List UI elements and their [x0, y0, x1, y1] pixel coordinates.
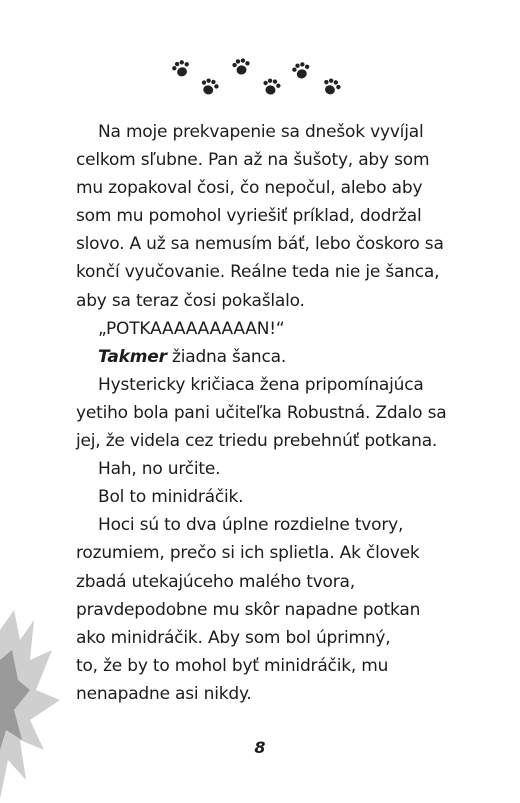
ink-splash-decoration: [0, 600, 80, 799]
paw-print-icon: [228, 54, 253, 79]
text-line: jej, že videla cez triedu prebehnúť potkana.: [76, 431, 438, 452]
emphasized-word: Takmer: [98, 346, 167, 367]
text-line: Na moje prekvapenie sa dnešok vyvíjal: [98, 122, 424, 142]
text-line: zbadá utekajúceho malého tvora,: [76, 571, 355, 592]
text-line: aby sa teraz čosi pokašlalo.: [76, 290, 305, 311]
paw-print-icon: [258, 74, 283, 99]
paw-print-icon: [317, 73, 345, 101]
paw-print-icon: [167, 55, 195, 83]
text-line: Hoci sú to dva úplne rozdielne tvory,: [98, 515, 404, 536]
paw-print-icon: [196, 74, 223, 101]
text-line: Hystericky kričiaca žena pripomínajúca: [98, 374, 424, 395]
text-line: som mu pomohol vyriešiť príklad, dodržal: [76, 206, 422, 227]
text-line: „POTKAAAAAAAAAN!“: [98, 318, 285, 339]
text-line: končí vyučovanie. Reálne teda nie je šanca,: [76, 262, 440, 283]
body-text: [76, 118, 476, 708]
text-line: pravdepodobne mu skôr napadne potkan: [76, 599, 421, 620]
text-line: Hah, no určite.: [98, 459, 221, 480]
paw-prints-decoration: [160, 52, 360, 104]
text-line: yetiho bola pani učiteľka Robustná. Zdalo sa: [76, 402, 447, 423]
paw-print-icon: [288, 58, 315, 85]
text-line: slovo. A už sa nemusím báť, lebo čoskoro sa: [76, 234, 444, 255]
text-line: celkom sľubne. Pan až na šušoty, aby som: [76, 150, 430, 171]
text-line: [76, 343, 476, 371]
text-line: to, že by to mohol byť minidráčik, mu: [76, 655, 389, 676]
text-span: žiadna šanca.: [166, 346, 287, 367]
text-line: ako minidráčik. Aby som bol úprimný,: [76, 627, 391, 648]
text-line: nenapadne asi nikdy.: [76, 683, 252, 704]
text-line: Bol to minidráčik.: [98, 487, 244, 508]
text-line: mu zopakoval čosi, čo nepočul, alebo aby: [76, 178, 423, 199]
page-number: 8: [254, 738, 266, 757]
text-line: rozumiem, prečo si ich splietla. Ak človek: [76, 543, 420, 564]
